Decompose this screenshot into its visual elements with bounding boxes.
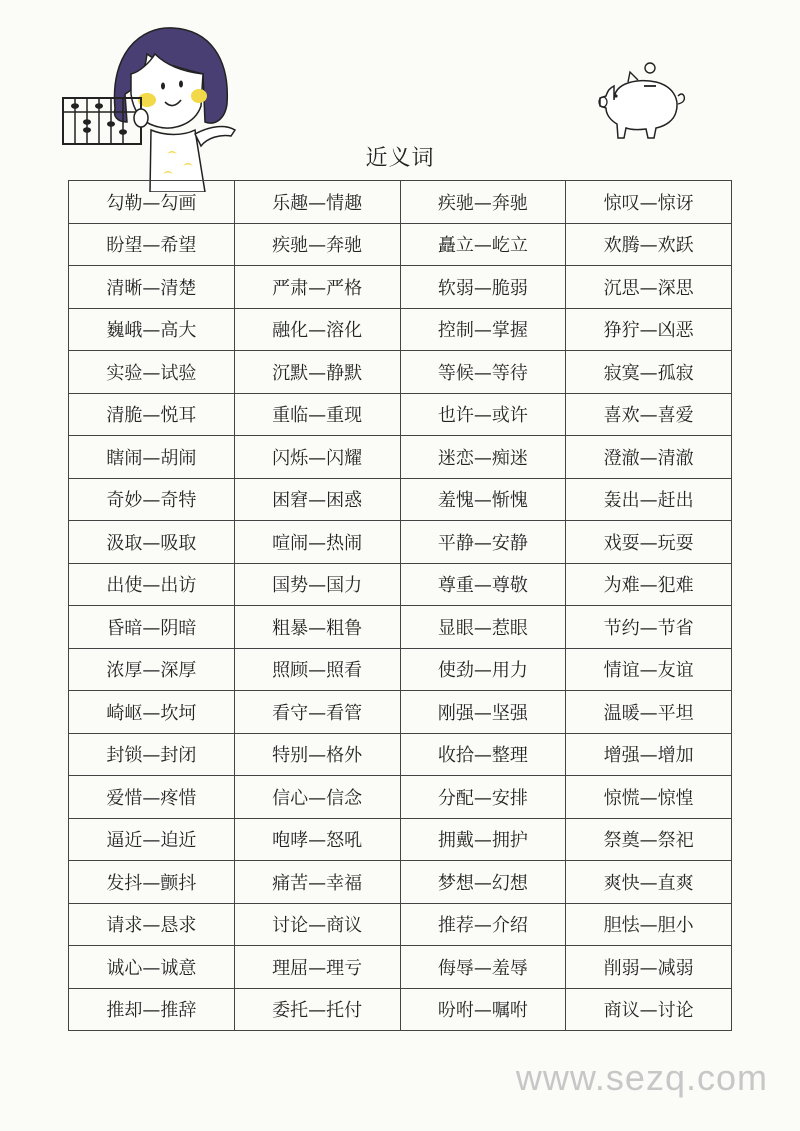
synonyms-table [68, 180, 732, 1031]
synonym-pair-cell: 削弱—减弱 [566, 946, 732, 989]
synonym-pair-cell: 清脆—悦耳 [69, 393, 235, 436]
synonym-pair-cell: 乐趣—情趣 [234, 181, 400, 224]
synonym-pair-cell: 崎岖—坎坷 [69, 691, 235, 734]
table-row [69, 903, 732, 946]
synonym-pair-cell: 实验—试验 [69, 351, 235, 394]
synonym-pair-cell: 吩咐—嘱咐 [400, 988, 566, 1031]
synonym-pair-cell: 严肃—严格 [234, 266, 400, 309]
synonym-pair-cell: 看守—看管 [234, 691, 400, 734]
synonym-pair-cell: 国势—国力 [234, 563, 400, 606]
synonym-pair-cell: 出使—出访 [69, 563, 235, 606]
synonym-pair-cell: 浓厚—深厚 [69, 648, 235, 691]
synonym-pair-cell: 诚心—诚意 [69, 946, 235, 989]
synonym-pair-cell: 逼近—迫近 [69, 818, 235, 861]
synonym-pair-cell: 情谊—友谊 [566, 648, 732, 691]
table-row [69, 351, 732, 394]
synonym-pair-cell: 粗暴—粗鲁 [234, 606, 400, 649]
synonym-pair-cell: 发抖—颤抖 [69, 861, 235, 904]
synonym-pair-cell: 拥戴—拥护 [400, 818, 566, 861]
synonym-pair-cell: 温暖—平坦 [566, 691, 732, 734]
synonym-pair-cell: 照顾—照看 [234, 648, 400, 691]
table-row [69, 521, 732, 564]
synonym-pair-cell: 沉默—静默 [234, 351, 400, 394]
table-row [69, 988, 732, 1031]
table-row [69, 436, 732, 479]
synonym-pair-cell: 痛苦—幸福 [234, 861, 400, 904]
synonym-pair-cell: 澄澈—清澈 [566, 436, 732, 479]
synonym-pair-cell: 爽快—直爽 [566, 861, 732, 904]
table-row [69, 733, 732, 776]
synonym-pair-cell: 侮辱—羞辱 [400, 946, 566, 989]
table-row [69, 606, 732, 649]
synonym-pair-cell: 惊叹—惊讶 [566, 181, 732, 224]
synonym-pair-cell: 清晰—清楚 [69, 266, 235, 309]
synonym-pair-cell: 控制—掌握 [400, 308, 566, 351]
table-row [69, 861, 732, 904]
synonym-pair-cell: 欢腾—欢跃 [566, 223, 732, 266]
synonym-pair-cell: 等候—等待 [400, 351, 566, 394]
watermark: www.sezq.com [515, 1057, 768, 1098]
synonym-pair-cell: 咆哮—怒吼 [234, 818, 400, 861]
table-row [69, 776, 732, 819]
synonym-pair-cell: 祭奠—祭祀 [566, 818, 732, 861]
table-row [69, 393, 732, 436]
synonym-pair-cell: 矗立—屹立 [400, 223, 566, 266]
synonym-pair-cell: 寂寞—孤寂 [566, 351, 732, 394]
synonym-pair-cell: 疾驰—奔驰 [234, 223, 400, 266]
synonym-pair-cell: 迷恋—痴迷 [400, 436, 566, 479]
table-row [69, 266, 732, 309]
table-row [69, 648, 732, 691]
synonym-pair-cell: 羞愧—惭愧 [400, 478, 566, 521]
synonym-pair-cell: 瞎闹—胡闹 [69, 436, 235, 479]
synonym-pair-cell: 狰狞—凶恶 [566, 308, 732, 351]
table-row [69, 818, 732, 861]
synonym-pair-cell: 刚强—坚强 [400, 691, 566, 734]
synonym-pair-cell: 推却—推辞 [69, 988, 235, 1031]
table-row [69, 181, 732, 224]
synonym-pair-cell: 商议—讨论 [566, 988, 732, 1031]
synonym-pair-cell: 汲取—吸取 [69, 521, 235, 564]
synonym-pair-cell: 巍峨—高大 [69, 308, 235, 351]
synonym-pair-cell: 尊重—尊敬 [400, 563, 566, 606]
synonym-pair-cell: 喧闹—热闹 [234, 521, 400, 564]
synonym-pair-cell: 勾勒—勾画 [69, 181, 235, 224]
synonym-pair-cell: 为难—犯难 [566, 563, 732, 606]
synonym-pair-cell: 封锁—封闭 [69, 733, 235, 776]
synonym-pair-cell: 重临—重现 [234, 393, 400, 436]
synonym-pair-cell: 爱惜—疼惜 [69, 776, 235, 819]
synonym-pair-cell: 讨论—商议 [234, 903, 400, 946]
synonym-pair-cell: 理屈—理亏 [234, 946, 400, 989]
synonym-pair-cell: 软弱—脆弱 [400, 266, 566, 309]
table-row [69, 478, 732, 521]
synonym-pair-cell: 融化—溶化 [234, 308, 400, 351]
synonym-pair-cell: 戏耍—玩耍 [566, 521, 732, 564]
synonyms-table-body [69, 181, 732, 1031]
synonym-pair-cell: 收拾—整理 [400, 733, 566, 776]
synonym-pair-cell: 闪烁—闪耀 [234, 436, 400, 479]
synonym-pair-cell: 平静—安静 [400, 521, 566, 564]
synonym-pair-cell: 信心—信念 [234, 776, 400, 819]
table-row [69, 691, 732, 734]
synonym-pair-cell: 分配—安排 [400, 776, 566, 819]
table-row [69, 946, 732, 989]
table-row [69, 308, 732, 351]
synonym-pair-cell: 惊慌—惊惶 [566, 776, 732, 819]
synonym-pair-cell: 使劲—用力 [400, 648, 566, 691]
table-row [69, 223, 732, 266]
synonym-pair-cell: 疾驰—奔驰 [400, 181, 566, 224]
synonym-pair-cell: 昏暗—阴暗 [69, 606, 235, 649]
synonym-pair-cell: 特别—格外 [234, 733, 400, 776]
table-row [69, 563, 732, 606]
page-title: 近义词 [365, 146, 435, 171]
synonym-pair-cell: 增强—增加 [566, 733, 732, 776]
piggy-bank-illustration [594, 60, 690, 142]
synonym-pair-cell: 困窘—困惑 [234, 478, 400, 521]
synonym-pair-cell: 沉思—深思 [566, 266, 732, 309]
synonym-pair-cell: 推荐—介绍 [400, 903, 566, 946]
synonym-pair-cell: 梦想—幻想 [400, 861, 566, 904]
synonym-pair-cell: 显眼—惹眼 [400, 606, 566, 649]
synonym-pair-cell: 节约—节省 [566, 606, 732, 649]
synonym-pair-cell: 也许—或许 [400, 393, 566, 436]
synonym-pair-cell: 喜欢—喜爱 [566, 393, 732, 436]
synonym-pair-cell: 请求—恳求 [69, 903, 235, 946]
synonym-pair-cell: 盼望—希望 [69, 223, 235, 266]
synonym-pair-cell: 胆怯—胆小 [566, 903, 732, 946]
synonym-pair-cell: 奇妙—奇特 [69, 478, 235, 521]
synonym-pair-cell: 轰出—赶出 [566, 478, 732, 521]
synonym-pair-cell: 委托—托付 [234, 988, 400, 1031]
